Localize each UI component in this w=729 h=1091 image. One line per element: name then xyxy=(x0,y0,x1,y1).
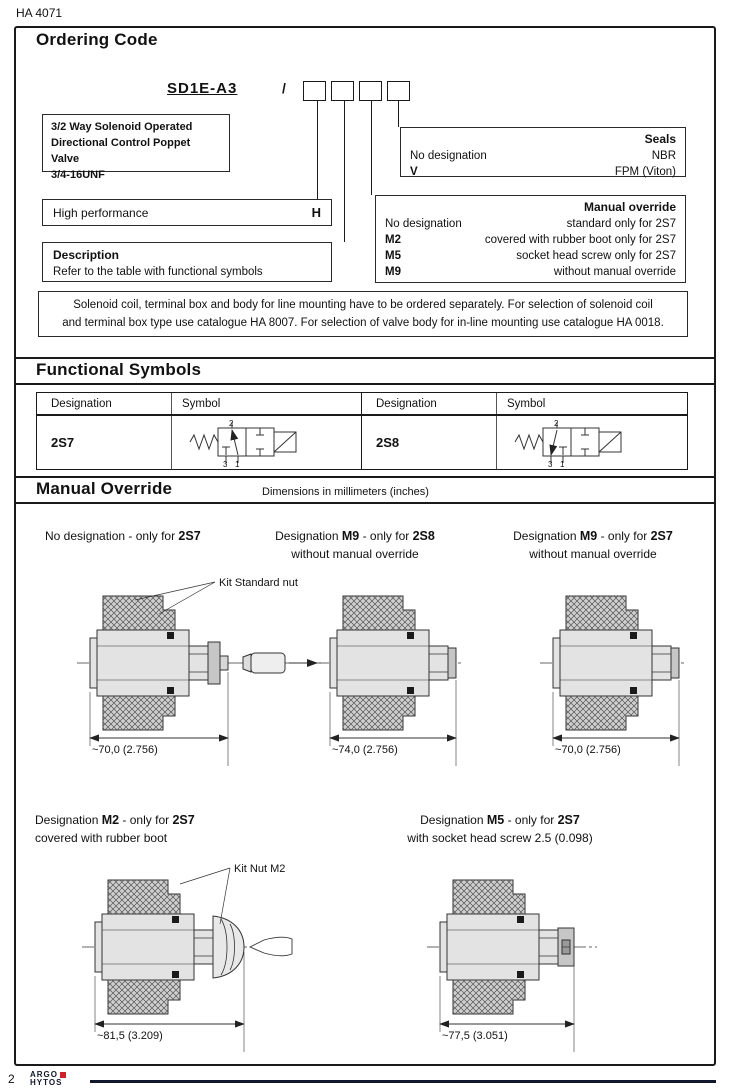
callout-label: Kit Standard nut xyxy=(219,577,298,589)
svg-text:3: 3 xyxy=(223,459,228,468)
symbol-row-2s7: 2S7 2 3 1 xyxy=(37,416,361,469)
dimension-label: ~74,0 (2.756) xyxy=(332,744,398,756)
model-slash: / xyxy=(282,80,286,96)
valve-diagram-standard xyxy=(75,568,325,768)
brand-logo: ARGO HYTOS xyxy=(30,1071,66,1087)
diagram-caption-4: Designation M2 - only for 2S7 covered with rubber boot xyxy=(35,813,195,845)
code-box-2 xyxy=(331,81,354,101)
ordering-code-title: Ordering Code xyxy=(36,30,158,49)
valve-diagram-m9-2s8 xyxy=(315,568,465,768)
ordering-code-boxes xyxy=(303,81,410,101)
manual-override-box: Manual override No designation standard only for 2S7 M2 covered with rubber boot only for 2S7 M5 socket head screw only for 2S7 M9 without manual override xyxy=(375,195,686,283)
svg-text:2: 2 xyxy=(229,418,234,428)
high-performance-box: High performance H xyxy=(42,199,332,226)
ordering-note: Solenoid coil, terminal box and body for line mounting have to be ordered separately. For selection of solenoid coil and terminal box type use catalogue HA 8007. For selection of valve body for in-line mounting use catalogue HA 0018. xyxy=(38,291,688,337)
seals-row: No designation NBR xyxy=(410,149,676,162)
diagram-caption-2: Designation M9 - only for 2S8 without manual override xyxy=(275,529,435,561)
seals-box: Seals No designation NBR V FPM (Viton) xyxy=(400,127,686,177)
connector-line-4 xyxy=(398,101,399,127)
code-box-1 xyxy=(303,81,326,101)
valve-description-box: 3/2 Way Solenoid Operated Directional Control Poppet Valve 3/4-16UNF xyxy=(42,114,230,172)
valve-diagram-m9-2s7 xyxy=(538,568,688,768)
section-rule xyxy=(14,502,716,504)
svg-text:1: 1 xyxy=(235,459,240,468)
functional-symbols-table xyxy=(36,392,688,470)
code-box-4 xyxy=(387,81,410,101)
dimension-label: ~77,5 (3.051) xyxy=(442,1030,508,1042)
override-row: M2 covered with rubber boot only for 2S7 xyxy=(385,233,676,246)
dimension-label: ~81,5 (3.209) xyxy=(97,1030,163,1042)
diagram-caption-1: No designation - only for 2S7 xyxy=(45,529,201,543)
document-code: HA 4071 xyxy=(16,6,63,20)
connector-line-2 xyxy=(344,101,345,242)
valve-symbol-2s8 xyxy=(507,418,647,468)
page-number: 2 xyxy=(8,1072,15,1086)
symbol-row-2s8: 2S8 2 3 1 xyxy=(362,416,687,469)
connector-line-1 xyxy=(317,101,318,199)
dimensions-note: Dimensions in millimeters (inches) xyxy=(262,486,429,498)
code-box-3 xyxy=(359,81,382,101)
valve-symbol-2s7 xyxy=(182,418,322,468)
high-performance-code: H xyxy=(311,205,321,220)
override-row: M5 socket head screw only for 2S7 xyxy=(385,249,676,262)
description-box: Description Refer to the table with functional symbols xyxy=(42,242,332,282)
diagram-caption-5: Designation M5 - only for 2S7 with socket head screw 2.5 (0.098) xyxy=(407,813,593,845)
override-row: No designation standard only for 2S7 xyxy=(385,217,676,230)
svg-text:3: 3 xyxy=(548,459,553,468)
svg-text:2: 2 xyxy=(554,418,559,428)
callout-label: Kit Nut M2 xyxy=(234,863,286,875)
svg-text:1: 1 xyxy=(560,459,565,468)
symbols-column-right: Designation Symbol 2S8 2 3 1 xyxy=(362,393,687,469)
section-rule xyxy=(14,383,716,385)
functional-symbols-title: Functional Symbols xyxy=(36,360,202,379)
section-rule xyxy=(14,476,716,478)
dimension-label: ~70,0 (2.756) xyxy=(555,744,621,756)
valve-diagram-m2-boot xyxy=(80,852,310,1057)
connector-line-3 xyxy=(371,101,372,195)
manual-override-title: Manual Override xyxy=(36,479,173,498)
valve-diagram-m5-screw xyxy=(425,852,600,1057)
diagram-caption-3: Designation M9 - only for 2S7 without manual override xyxy=(513,529,673,561)
symbols-column-left: Designation Symbol 2S7 2 3 1 xyxy=(37,393,362,469)
model-code: SD1E-A3 xyxy=(167,80,238,97)
seals-row: V FPM (Viton) xyxy=(410,165,676,178)
footer-rule xyxy=(90,1080,716,1083)
override-row: M9 without manual override xyxy=(385,266,676,279)
section-rule xyxy=(14,357,716,359)
dimension-label: ~70,0 (2.756) xyxy=(92,744,158,756)
